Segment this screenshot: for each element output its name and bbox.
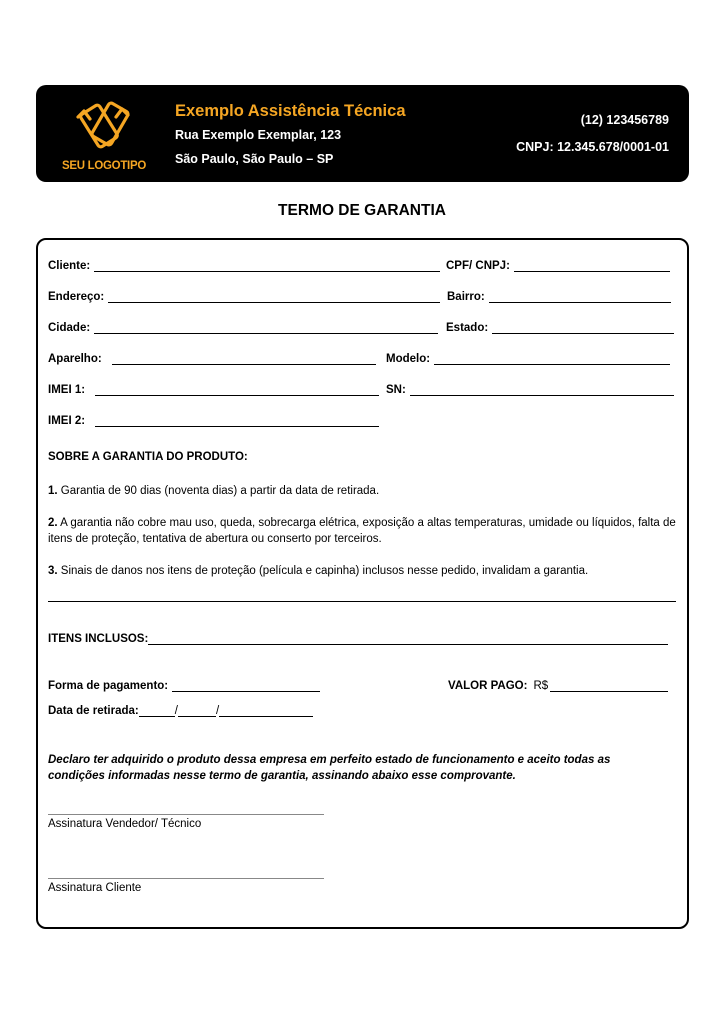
included-items-field[interactable] <box>48 633 668 645</box>
warranty-item-num: 1. <box>48 485 58 497</box>
pickup-date-field[interactable] <box>48 705 313 717</box>
warranty-item-3 <box>48 563 678 579</box>
company-logo <box>58 97 148 175</box>
model-label: Modelo: <box>386 353 431 365</box>
company-name: Exemplo Assistência Técnica <box>175 102 406 120</box>
warranty-item-text: Garantia de 90 dias (noventa dias) a partir da data de retirada. <box>57 485 380 497</box>
document-title: TERMO DE GARANTIA <box>278 202 446 219</box>
date-day-line[interactable] <box>139 707 175 717</box>
company-cnpj: CNPJ: 12.345.678/0001-01 <box>516 140 669 154</box>
state-line[interactable] <box>492 324 674 334</box>
client-line[interactable] <box>94 262 440 272</box>
imei2-label: IMEI 2: <box>48 415 86 427</box>
date-year-line[interactable] <box>219 707 313 717</box>
sn-label: SN: <box>386 384 406 396</box>
imei1-field[interactable] <box>48 384 379 396</box>
device-line[interactable] <box>112 355 376 365</box>
bairro-line[interactable] <box>489 293 671 303</box>
model-line[interactable] <box>434 355 670 365</box>
company-header <box>36 85 689 182</box>
address-field[interactable] <box>48 291 440 303</box>
address-label: Endereço: <box>48 291 105 303</box>
client-signature-line[interactable] <box>48 878 324 879</box>
state-field[interactable] <box>446 322 674 334</box>
warranty-form <box>36 238 689 929</box>
device-field[interactable] <box>48 353 376 365</box>
client-field[interactable] <box>48 260 440 272</box>
phone-hands-icon <box>74 97 132 157</box>
cpf-cnpj-label: CPF/ CNPJ: <box>446 260 510 272</box>
city-label: Cidade: <box>48 322 91 334</box>
declaration-text: Declaro ter adquirido o produto dessa empresa em perfeito estado de funcionamento e aceito todas as condições informadas nesse termo de garantia, assinando abaixo esse comprovante. <box>48 754 611 782</box>
model-field[interactable] <box>386 353 670 365</box>
imei2-line[interactable] <box>95 417 379 427</box>
address-line-2: São Paulo, São Paulo – SP <box>175 152 334 166</box>
bairro-field[interactable] <box>447 291 671 303</box>
payment-method-label: Forma de pagamento: <box>48 680 169 692</box>
date-separator: / <box>174 705 178 717</box>
date-month-line[interactable] <box>178 707 216 717</box>
address-line[interactable] <box>108 293 440 303</box>
pickup-date-label: Data de retirada: <box>48 705 139 717</box>
included-items-line[interactable] <box>148 635 668 645</box>
cpf-cnpj-line[interactable] <box>514 262 670 272</box>
bairro-label: Bairro: <box>447 291 485 303</box>
date-separator: / <box>215 705 220 717</box>
warranty-heading: SOBRE A GARANTIA DO PRODUTO: <box>48 451 248 463</box>
device-label: Aparelho: <box>48 353 102 365</box>
included-items-label: ITENS INCLUSOS: <box>48 633 149 645</box>
address-line-1: Rua Exemplo Exemplar, 123 <box>175 128 342 142</box>
warranty-item-1 <box>48 483 678 499</box>
currency-symbol: R$ <box>533 680 549 692</box>
section-divider <box>48 601 676 602</box>
sn-field[interactable] <box>386 384 674 396</box>
warranty-item-text: Sinais de danos nos itens de proteção (película e capinha) inclusos nesse pedido, invalidam a garantia. <box>57 565 589 577</box>
phone-number: (12) 123456789 <box>580 113 669 127</box>
payment-method-field[interactable] <box>48 680 320 692</box>
client-label: Cliente: <box>48 260 91 272</box>
city-field[interactable] <box>48 322 438 334</box>
state-label: Estado: <box>446 322 489 334</box>
city-line[interactable] <box>94 324 438 334</box>
warranty-item-num: 2. <box>48 517 58 529</box>
imei1-line[interactable] <box>95 386 379 396</box>
cpf-cnpj-field[interactable] <box>446 260 670 272</box>
payment-method-line[interactable] <box>172 682 320 692</box>
imei2-field[interactable] <box>48 415 379 427</box>
amount-paid-line[interactable] <box>550 682 668 692</box>
warranty-item-num: 3. <box>48 565 58 577</box>
amount-paid-field[interactable] <box>448 680 668 692</box>
warranty-item-text: A garantia não cobre mau uso, queda, sobrecarga elétrica, exposição a altas temperaturas, umidade ou líquidos, falta de itens de proteção, tentativa de abertura ou conserto por terceiros. <box>48 517 676 545</box>
imei1-label: IMEI 1: <box>48 384 86 396</box>
warranty-item-2 <box>48 515 678 547</box>
vendor-signature-label: Assinatura Vendedor/ Técnico <box>48 818 202 830</box>
logo-text: SEU LOGOTIPO <box>62 160 146 172</box>
vendor-signature-line[interactable] <box>48 814 324 815</box>
sn-line[interactable] <box>410 386 674 396</box>
client-signature-label: Assinatura Cliente <box>48 882 142 894</box>
amount-paid-label: VALOR PAGO: <box>448 680 528 692</box>
